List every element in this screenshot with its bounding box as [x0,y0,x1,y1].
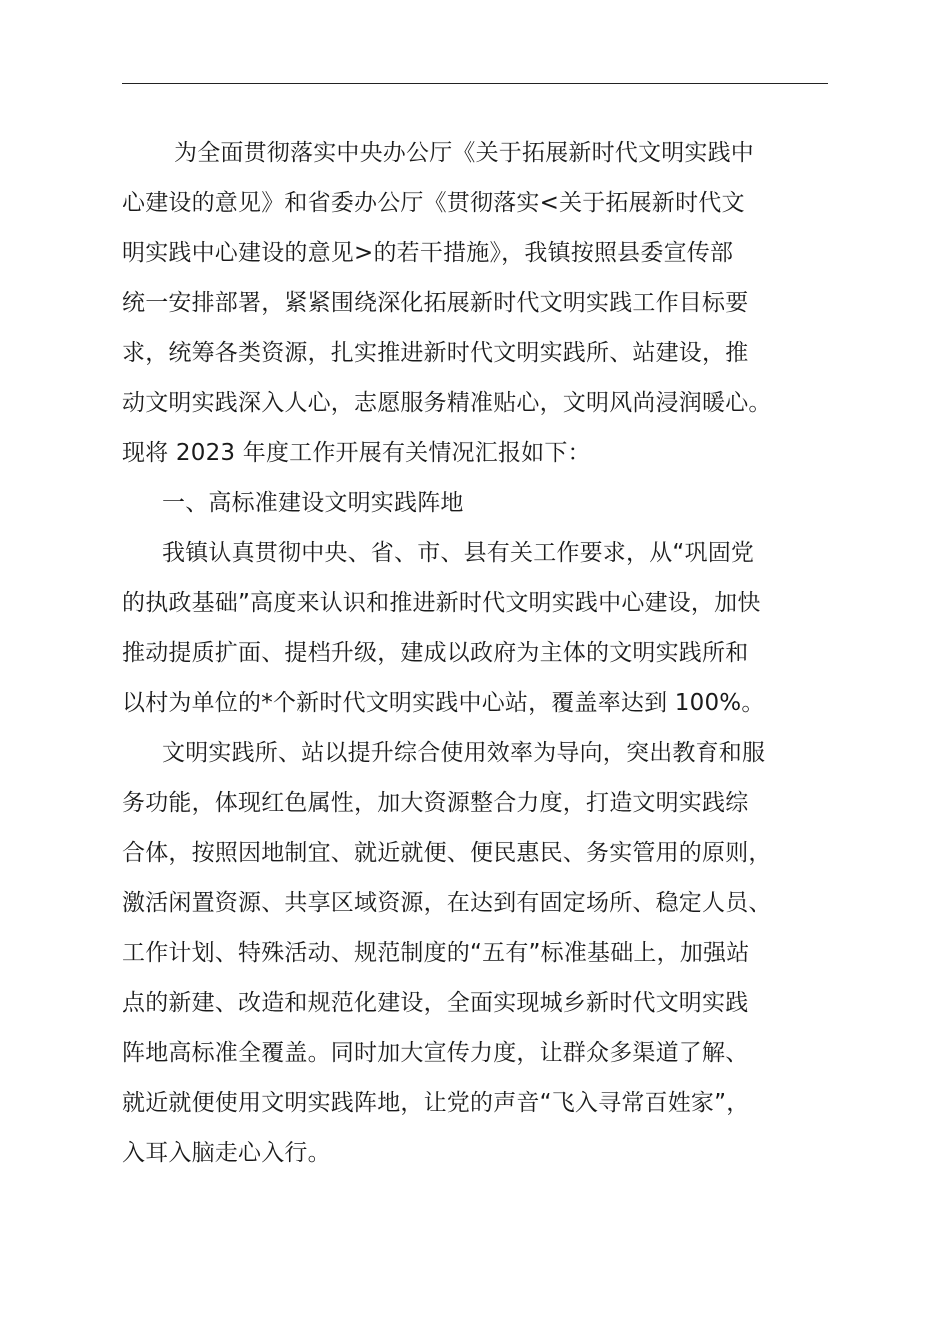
paragraph-3 [122,728,836,1178]
text-line: 入耳入脑走心入行。 [122,1140,331,1166]
text-line: 激活闲置资源、共享区域资源，在达到有固定场所、稳定人员、 [122,890,772,916]
text-line: 动文明实践深入人心，志愿服务精准贴心，文明风尚浸润暖心。 [122,390,772,416]
heading-line: 一、高标准建设文明实践阵地 [162,490,464,516]
paragraph-intro [122,128,836,478]
text-line: 我镇认真贯彻中央、省、市、县有关工作要求，从“巩固党 [162,540,755,566]
text-line: 合体，按照因地制宜、就近就便、便民惠民、务实管用的原则， [122,840,772,866]
text-line: 阵地高标准全覆盖。同时加大宣传力度，让群众多渠道了解、 [122,1040,749,1066]
text-line: 点的新建、改造和规范化建设，全面实现城乡新时代文明实践 [122,990,749,1016]
text-line: 明实践中心建设的意见>的若干措施》，我镇按照县委宣传部 [122,240,734,266]
text-line: 心建设的意见》和省委办公厅《贯彻落实<关于拓展新时代文 [122,190,745,216]
text-line: 工作计划、特殊活动、规范制度的“五有”标准基础上，加强站 [122,940,750,966]
text-line: 求，统筹各类资源，扎实推进新时代文明实践所、站建设，推 [122,340,749,366]
text-line: 现将 2023 年度工作开展有关情况汇报如下： [122,440,591,466]
document-body [122,128,836,1178]
section-heading [122,478,836,528]
text-line: 推动提质扩面、提档升级，建成以政府为主体的文明实践所和 [122,640,749,666]
header-rule [122,83,828,84]
text-line: 文明实践所、站以提升综合使用效率为导向，突出教育和服 [162,740,766,766]
paragraph-2 [122,528,836,728]
text-line: 的执政基础”高度来认识和推进新时代文明实践中心建设，加快 [122,590,761,616]
text-line: 务功能，体现红色属性，加大资源整合力度，打造文明实践综 [122,790,749,816]
text-line: 以村为单位的*个新时代文明实践中心站，覆盖率达到 100%。 [122,690,765,716]
text-line: 为全面贯彻落实中央办公厅《关于拓展新时代文明实践中 [174,140,754,166]
text-line: 统一安排部署，紧紧围绕深化拓展新时代文明实践工作目标要 [122,290,749,316]
text-line: 就近就便使用文明实践阵地，让党的声音“飞入寻常百姓家”， [122,1090,750,1116]
